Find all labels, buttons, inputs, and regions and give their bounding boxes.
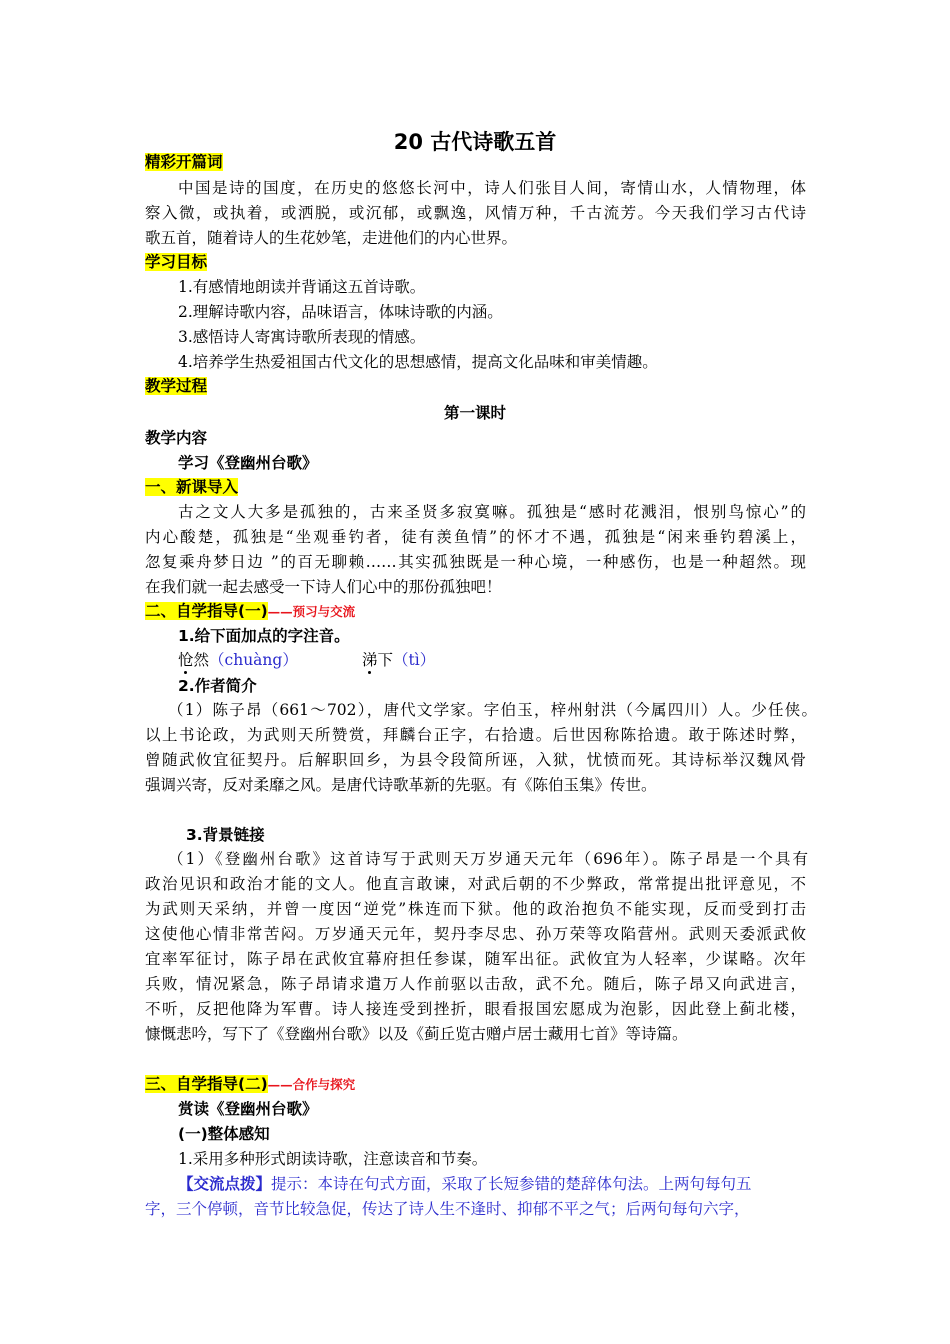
author-line: （1）陈子昂（661～702），唐代文学家。字伯玉，梓州射洪（今属四川）人。少任侠。 [168,701,817,719]
goal-item: 1.有感情地朗读并背诵这五首诗歌。 [178,278,426,296]
background-line: 为武则天采纳，并曾一度因“逆党”株连而下狱。他的政治抱负不能实现，反而受到打击 [145,900,806,918]
part1-line: 古之文人大多是孤独的，古来圣贤多寂寞嘛。孤独是“感时花溅泪，恨别鸟惊心”的 [178,503,806,521]
background-line: 不听，反把他降为军曹。诗人接连受到挫折，眼看报国宏愿成为泡影，因此登上蓟北楼， [145,1000,806,1018]
part2-heading: 二、自学指导(一)——预习与交流 [145,602,356,620]
author-line: 以上书论政，为武则天所赞赏，拜麟台正字，右拾遗。后世因称陈拾遗。敢于陈述时弊， [145,726,806,744]
overall-perception-label: (一)整体感知 [178,1125,270,1143]
part3-heading: 三、自学指导(二)——合作与探究 [145,1075,356,1093]
reading-task: 1.采用多种形式朗读诗歌，注意读音和节奏。 [178,1150,488,1168]
author-line: 强调兴寄，反对柔靡之风。是唐代诗歌革新的先驱。有《陈伯玉集》传世。 [145,776,657,794]
teaching-content-label: 教学内容 [145,429,208,447]
tip-line: 字，三个停顿，音节比较急促，传达了诗人生不逢时、抑郁不平之气；后两句每句六字， [145,1200,750,1218]
goal-item: 4.培养学生热爱祖国古代文化的思想感情，提高文化品味和审美情趣。 [178,353,658,371]
part1-line: 忽复乘舟梦日边 ”的百无聊赖……其实孤独既是一种心境，一种感伤，也是一种超然。现 [145,553,806,571]
pronunciation-question: 1.给下面加点的字注音。 [178,627,350,645]
pronunciation-item-2: 涕下（tì） [362,651,436,669]
part1-line: 在我们就一起去感受一下诗人们心中的那份孤独吧！ [145,578,502,596]
background-line: 兵败，情况紧急，陈子昂请求遣万人作前驱以击敌，武不允。随后，陈子昂又向武进言， [145,975,806,993]
section-heading-process: 教学过程 [145,377,208,395]
background-line: 宜率军征讨，陈子昂在武攸宜幕府担任参谋，随军出征。武攸宜为人轻率，少谋略。次年 [145,950,806,968]
author-intro-label: 2.作者简介 [178,677,257,695]
intro-line: 歌五首，随着诗人的生花妙笔，走进他们的内心世界。 [145,229,518,247]
section-heading-goals: 学习目标 [145,253,208,271]
background-line: 政治见识和政治才能的文人。他直言敢谏，对武后朝的不少弊政，常常提出批评意见，不 [145,875,806,893]
page-title: 20 古代诗歌五首 [393,130,557,154]
goal-item: 2.理解诗歌内容，品味语言，体味诗歌的内涵。 [178,303,503,321]
tip-line: 【交流点拨】提示：本诗在句式方面，采取了长短参错的楚辞体句法。上两句每句五 [178,1175,752,1193]
lesson-label: 第一课时 [443,404,506,422]
intro-line: 中国是诗的国度，在历史的悠悠长河中，诗人们张目人间，寄情山水，人情物理，体 [178,179,806,197]
background-label: 3.背景链接 [186,826,265,844]
background-line: 慷慨悲吟，写下了《登幽州台歌》以及《蓟丘览古赠卢居士藏用七首》等诗篇。 [145,1025,688,1043]
intro-line: 察入微，或执着，或洒脱，或沉郁，或飘逸，风情万种，千古流芳。今天我们学习古代诗 [145,204,806,222]
study-poem-label: 学习《登幽州台歌》 [178,454,318,472]
goal-item: 3.感悟诗人寄寓诗歌所表现的情感。 [178,328,426,346]
background-line: 这使他心情非常苦闷。万岁通天元年，契丹李尽忠、孙万荣等攻陷营州。武则天委派武攸 [145,925,806,943]
background-line: （1）《登幽州台歌》这首诗写于武则天万岁通天元年（696年）。陈子昂是一个具有 [168,850,808,868]
part1-heading: 一、新课导入 [145,478,239,496]
part1-line: 内心酸楚，孤独是“坐观垂钓者，徒有羡鱼情”的怀才不遇，孤独是“闲来垂钓碧溪上， [145,528,806,546]
author-line: 曾随武攸宜征契丹。后解职回乡，为县令段简所诬，入狱，忧愤而死。其诗标举汉魏风骨 [145,751,806,769]
appreciate-label: 赏读《登幽州台歌》 [178,1100,318,1118]
section-heading-intro: 精彩开篇词 [145,153,223,171]
pronunciation-item-1: 怆然（chuàng） [178,651,298,669]
